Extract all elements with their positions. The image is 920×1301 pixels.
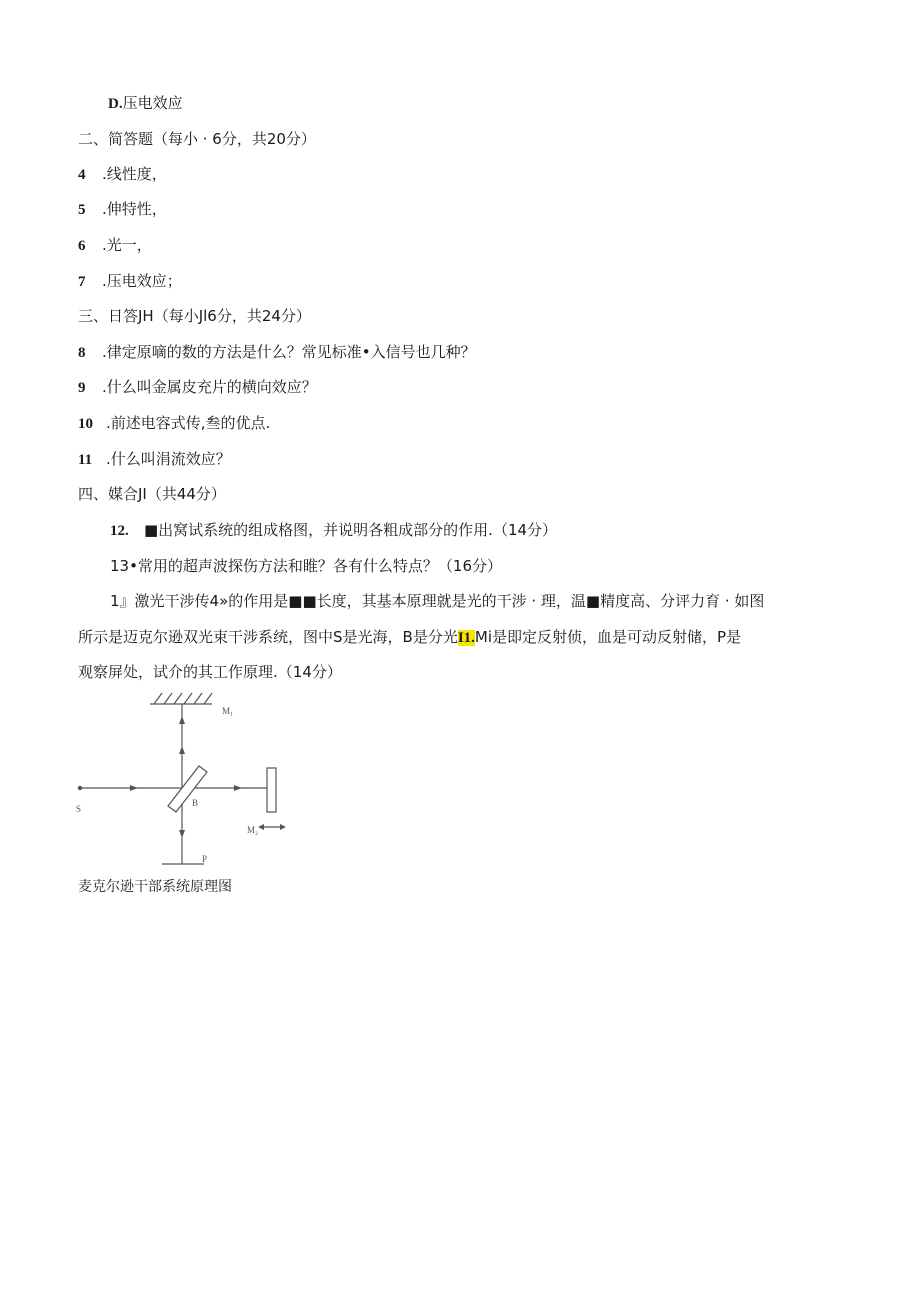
option-d-prefix: D. — [108, 96, 123, 112]
section-2-heading: 二、简答题（每小 · 6分，共20分） — [78, 130, 316, 148]
label-b: B — [192, 798, 199, 808]
m2-arrow-left-head — [258, 824, 264, 830]
beam-arrow — [179, 746, 185, 754]
question-number: 7 — [78, 274, 86, 290]
diagram-caption: 麦克尔逊干部系统原理图 — [78, 879, 232, 895]
question-text: ■出窝试系统的组成格图，并说明各粗成部分的作用.（14分） — [144, 521, 558, 539]
label-p: P — [202, 854, 208, 864]
question-text: .压电效应； — [102, 272, 182, 290]
question-text: .什么叫涓流效应？ — [106, 450, 231, 468]
question-5 — [78, 198, 167, 221]
question-7 — [78, 270, 182, 293]
question-number: 12. — [110, 523, 129, 539]
source-point — [78, 786, 82, 790]
question-text: .线性度， — [102, 165, 167, 183]
question-14-line-3: 观察屏处，试介的其工作原理.（14分） — [78, 663, 342, 681]
question-number: 4 — [78, 167, 86, 183]
question-12 — [110, 519, 557, 542]
question-text: .律定原嘀的数的方法是什么？常见标准•入信号也几种？ — [102, 343, 476, 361]
question-text: .伸特性， — [102, 200, 167, 218]
line-text-a: 所示是迈克尔逊双光束干涉系统，图中S是光海，B是分光 — [78, 628, 458, 646]
beam-arrow — [130, 785, 138, 791]
question-11 — [78, 448, 231, 471]
label-m2: M₂ — [247, 825, 259, 835]
question-text: .光一， — [102, 236, 152, 254]
label-s: S — [76, 804, 82, 814]
beam-splitter — [168, 766, 207, 812]
beam-arrow — [234, 785, 242, 791]
question-number: 6 — [78, 238, 86, 254]
line-text-b: Mi是即定反射侦，血是可动反射储，P是 — [474, 628, 742, 646]
question-10 — [78, 412, 270, 435]
highlighted-text: I1. — [457, 630, 475, 646]
question-number: 11 — [78, 452, 93, 468]
question-text: .什么叫金属皮充片的横向效应？ — [102, 378, 317, 396]
question-13: 13•常用的超声波探伤方法和睢？各有什么特点？（16分） — [110, 557, 503, 575]
question-number: 5 — [78, 202, 86, 218]
question-14-line-2 — [78, 626, 741, 649]
question-6 — [78, 234, 152, 257]
question-4 — [78, 163, 167, 186]
mirror-m1-hatching — [154, 693, 212, 704]
mirror-m2 — [267, 768, 276, 812]
section-3-heading: 三、日答JH（每小Jl6分，共24分） — [78, 307, 311, 325]
question-9 — [78, 376, 317, 399]
question-8 — [78, 341, 476, 364]
section-4-heading: 四、媒合JI（共44分） — [78, 485, 226, 503]
question-text: .前述电容式传,叁的优点. — [106, 414, 271, 432]
question-14-line-1: 1』激光干涉传4»的作用是■■长度，其基本原理就是光的干涉 · 理，温■精度高、分评力育 · 如图 — [110, 592, 765, 610]
question-number: 10 — [78, 416, 93, 432]
question-number: 9 — [78, 380, 86, 396]
option-d — [108, 92, 183, 115]
question-number: 8 — [78, 345, 86, 361]
michelson-interferometer-diagram — [72, 688, 292, 880]
beam-arrow — [179, 830, 185, 838]
m2-arrow-right-head — [280, 824, 286, 830]
option-d-text: 压电效应 — [122, 94, 183, 112]
label-m1: M₁ — [222, 706, 234, 716]
beam-arrow — [179, 716, 185, 724]
